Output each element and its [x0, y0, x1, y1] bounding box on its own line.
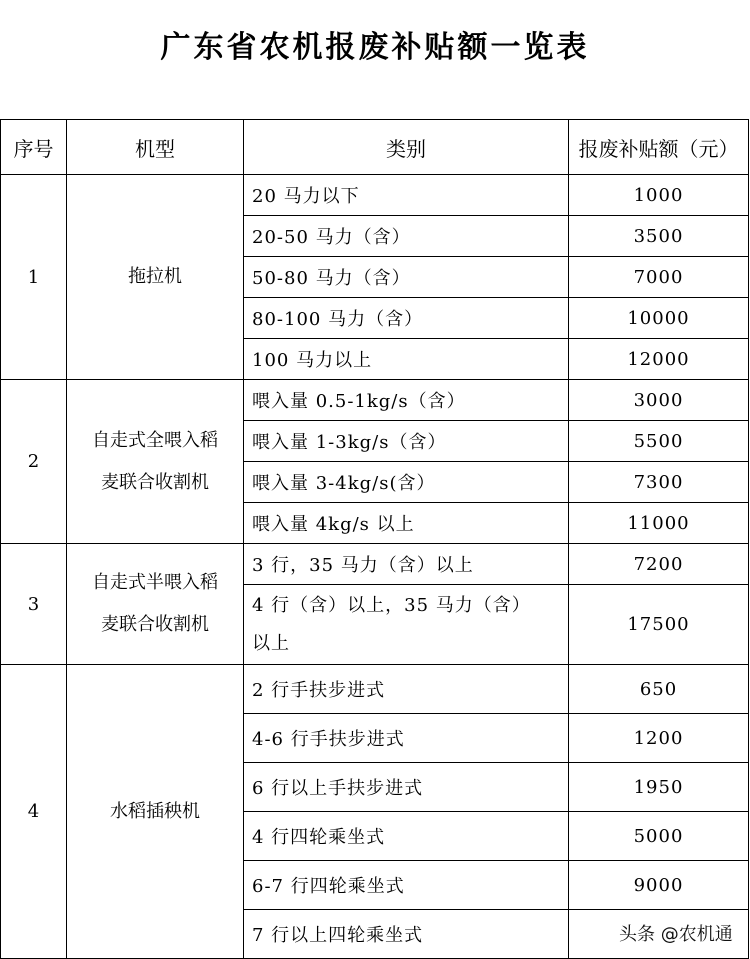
machine-type-line: 麦联合收割机 [101, 614, 209, 635]
category-line: 以上 [252, 632, 290, 654]
subsidy-amount: 9000 [569, 861, 749, 910]
watermark: 头条 @农机通 [615, 920, 737, 946]
category [244, 585, 569, 665]
subsidy-amount: 11000 [569, 503, 749, 544]
machine-type-line: 自走式全喂入稻 [92, 429, 218, 451]
subsidy-amount: 5000 [569, 812, 749, 861]
page-title: 广东省农机报废补贴额一览表 [160, 30, 590, 65]
header-index: 序号 [1, 120, 67, 175]
category: 4-6 行手扶步进式 [244, 714, 569, 763]
header-category: 类别 [244, 120, 569, 175]
header-subsidy-amount: 报废补贴额（元） [569, 120, 749, 175]
machine-type: 水稻插秧机 [67, 665, 244, 959]
subsidy-table [0, 119, 749, 959]
machine-type-line: 麦联合收割机 [101, 471, 209, 493]
subsidy-amount: 1950 [569, 763, 749, 812]
category: 喂入量 3-4kg/s(含） [244, 462, 569, 503]
header-machine-type: 机型 [67, 120, 244, 175]
subsidy-amount: 12000 [569, 339, 749, 380]
category: 2 行手扶步进式 [244, 665, 569, 714]
category: 6 行以上手扶步进式 [244, 763, 569, 812]
subsidy-amount: 17500 [569, 585, 749, 665]
table-row [1, 665, 749, 714]
subsidy-amount: 1200 [569, 714, 749, 763]
category: 50-80 马力（含） [244, 257, 569, 298]
category: 100 马力以上 [244, 339, 569, 380]
machine-type-line: 自走式半喂入稻 [92, 572, 218, 593]
category: 4 行四轮乘坐式 [244, 812, 569, 861]
subsidy-amount: 7200 [569, 544, 749, 585]
category: 20 马力以下 [244, 175, 569, 216]
category: 80-100 马力（含） [244, 298, 569, 339]
table-header-row [1, 120, 749, 175]
table-row [1, 175, 749, 216]
subsidy-amount: 7300 [569, 462, 749, 503]
machine-type [67, 380, 244, 544]
category-line: 4 行（含）以上，35 马力（含） [252, 594, 531, 616]
row-index: 3 [1, 544, 67, 665]
table-row [1, 380, 749, 421]
subsidy-amount: 5500 [569, 421, 749, 462]
category: 喂入量 4kg/s 以上 [244, 503, 569, 544]
category: 20-50 马力（含） [244, 216, 569, 257]
table-row [1, 544, 749, 585]
machine-type: 拖拉机 [67, 175, 244, 380]
category: 6-7 行四轮乘坐式 [244, 861, 569, 910]
category: 喂入量 0.5-1kg/s（含） [244, 380, 569, 421]
subsidy-amount: 3500 [569, 216, 749, 257]
subsidy-amount: 7000 [569, 257, 749, 298]
row-index: 2 [1, 380, 67, 544]
subsidy-amount: 1000 [569, 175, 749, 216]
category: 喂入量 1-3kg/s（含） [244, 421, 569, 462]
category: 7 行以上四轮乘坐式 [244, 910, 569, 959]
category: 3 行，35 马力（含）以上 [244, 544, 569, 585]
row-index: 1 [1, 175, 67, 380]
row-index: 4 [1, 665, 67, 959]
machine-type [67, 544, 244, 665]
subsidy-amount: 10000 [569, 298, 749, 339]
subsidy-amount: 3000 [569, 380, 749, 421]
subsidy-amount: 650 [569, 665, 749, 714]
